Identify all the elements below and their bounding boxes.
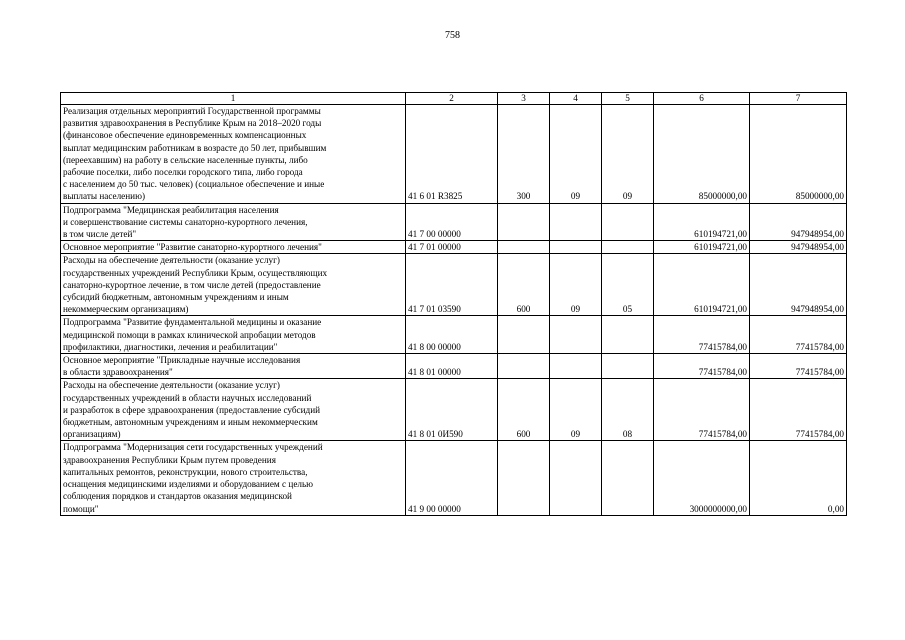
row-col-5 bbox=[602, 203, 654, 241]
row-value-7: 85000000,00 bbox=[750, 105, 847, 204]
row-col-5: 05 bbox=[602, 254, 654, 316]
table-row bbox=[61, 354, 847, 379]
row-col-5 bbox=[602, 354, 654, 379]
header-col-2: 2 bbox=[406, 93, 498, 105]
header-col-7: 7 bbox=[750, 93, 847, 105]
row-value-7: 0,00 bbox=[750, 441, 847, 515]
row-col-4 bbox=[550, 241, 602, 254]
row-col-3: 600 bbox=[498, 379, 550, 441]
row-value-7: 947948954,00 bbox=[750, 241, 847, 254]
row-value-6: 77415784,00 bbox=[654, 316, 750, 354]
row-value-7: 77415784,00 bbox=[750, 354, 847, 379]
row-value-6: 3000000000,00 bbox=[654, 441, 750, 515]
row-col-3: 300 bbox=[498, 105, 550, 204]
row-name: Реализация отдельных мероприятий Государственной программы развития здравоохранения в Республике Крым на 2018–2020 годы (финансовое обеспечение единовременных компенсационных выплат медицинским работникам в возрасте до 50 лет, прибывшим (переехавшим) на работу в сельские населенные пункты, либо рабочие поселки, либо поселки городского типа, либо города с населением до 50 тыс. человек) (социальное обеспечение и иные выплаты населению) bbox=[61, 105, 406, 204]
row-value-7: 947948954,00 bbox=[750, 254, 847, 316]
row-value-6: 77415784,00 bbox=[654, 379, 750, 441]
header-col-1: 1 bbox=[61, 93, 406, 105]
header-col-6: 6 bbox=[654, 93, 750, 105]
header-col-4: 4 bbox=[550, 93, 602, 105]
row-code: 41 9 00 00000 bbox=[406, 441, 498, 515]
row-code: 41 8 01 0И590 bbox=[406, 379, 498, 441]
row-value-6: 610194721,00 bbox=[654, 254, 750, 316]
row-col-5: 08 bbox=[602, 379, 654, 441]
row-name: Расходы на обеспечение деятельности (оказание услуг) государственных учреждений в области научных исследований и разработок в сфере здравоохранения (предоставление субсидий бюджетным, автономным учреждениям и иным некоммерческим организациям) bbox=[61, 379, 406, 441]
row-col-4 bbox=[550, 354, 602, 379]
row-value-6: 85000000,00 bbox=[654, 105, 750, 204]
row-name: Подпрограмма "Медицинская реабилитация населения и совершенствование системы санаторно-курортного лечения, в том числе детей" bbox=[61, 203, 406, 241]
row-code: 41 6 01 R3825 bbox=[406, 105, 498, 204]
row-col-3 bbox=[498, 354, 550, 379]
row-col-4: 09 bbox=[550, 105, 602, 204]
budget-table bbox=[60, 92, 847, 516]
row-name: Расходы на обеспечение деятельности (оказание услуг) государственных учреждений Республики Крым, осуществляющих санаторно-курортное лечение, в том числе детей (предоставление субсидий бюджетным, автономным учреждениям и иным некоммерческим организациям) bbox=[61, 254, 406, 316]
row-col-3 bbox=[498, 441, 550, 515]
table-row bbox=[61, 316, 847, 354]
row-col-4: 09 bbox=[550, 379, 602, 441]
row-value-7: 947948954,00 bbox=[750, 203, 847, 241]
row-code: 41 7 01 03590 bbox=[406, 254, 498, 316]
row-value-6: 610194721,00 bbox=[654, 241, 750, 254]
row-col-4 bbox=[550, 203, 602, 241]
row-col-3 bbox=[498, 241, 550, 254]
row-col-5: 09 bbox=[602, 105, 654, 204]
row-code: 41 8 01 00000 bbox=[406, 354, 498, 379]
row-code: 41 7 00 00000 bbox=[406, 203, 498, 241]
row-value-6: 610194721,00 bbox=[654, 203, 750, 241]
row-col-3 bbox=[498, 203, 550, 241]
row-code: 41 7 01 00000 bbox=[406, 241, 498, 254]
table-row bbox=[61, 203, 847, 241]
row-name: Подпрограмма "Развитие фундаментальной медицины и оказание медицинской помощи в рамках клинической апробации методов профилактики, диагностики, лечения и реабилитации" bbox=[61, 316, 406, 354]
table-row bbox=[61, 379, 847, 441]
row-value-6: 77415784,00 bbox=[654, 354, 750, 379]
page-number: 758 bbox=[445, 30, 460, 41]
table-row bbox=[61, 241, 847, 254]
row-col-3: 600 bbox=[498, 254, 550, 316]
table-row bbox=[61, 441, 847, 515]
header-col-3: 3 bbox=[498, 93, 550, 105]
row-col-5 bbox=[602, 241, 654, 254]
row-col-4: 09 bbox=[550, 254, 602, 316]
header-row bbox=[61, 93, 847, 105]
table-row bbox=[61, 254, 847, 316]
row-value-7: 77415784,00 bbox=[750, 316, 847, 354]
row-name: Подпрограмма "Модернизация сети государственных учреждений здравоохранения Республики Крым путем проведения капитальных ремонтов, реконструкции, нового строительства, оснащения медицинскими изделиями и оборудованием с целью соблюдения порядков и стандартов оказания медицинской помощи" bbox=[61, 441, 406, 515]
row-col-5 bbox=[602, 316, 654, 354]
table-row bbox=[61, 105, 847, 204]
row-name: Основное мероприятие "Прикладные научные исследования в области здравоохранения" bbox=[61, 354, 406, 379]
row-col-5 bbox=[602, 441, 654, 515]
row-col-4 bbox=[550, 441, 602, 515]
row-col-3 bbox=[498, 316, 550, 354]
header-col-5: 5 bbox=[602, 93, 654, 105]
row-code: 41 8 00 00000 bbox=[406, 316, 498, 354]
row-name: Основное мероприятие "Развитие санаторно-курортного лечения" bbox=[61, 241, 406, 254]
row-col-4 bbox=[550, 316, 602, 354]
row-value-7: 77415784,00 bbox=[750, 379, 847, 441]
